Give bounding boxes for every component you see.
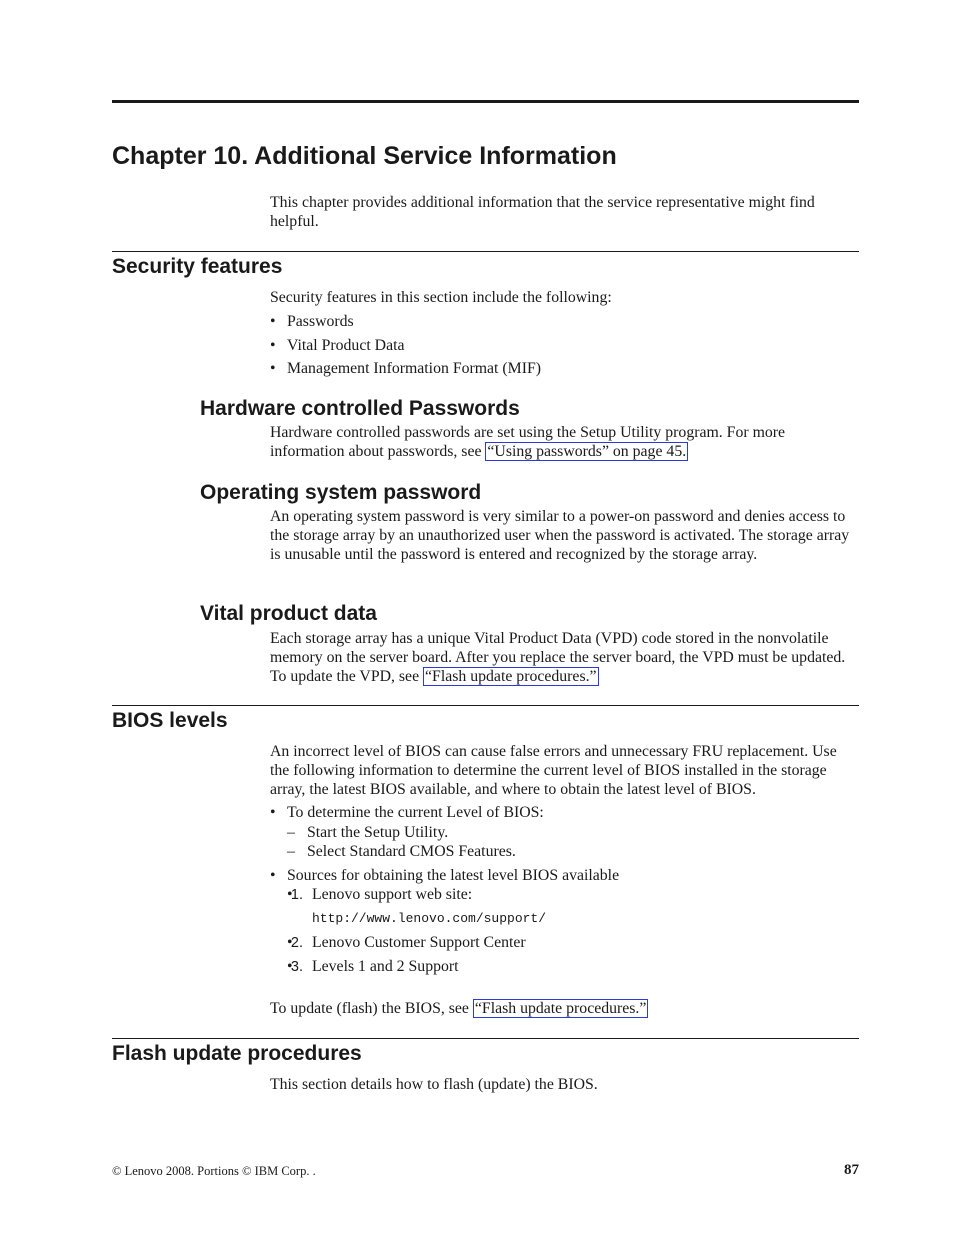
os-password-heading: Operating system password — [200, 481, 482, 504]
list-item — [287, 886, 855, 930]
section-divider — [112, 705, 859, 706]
security-list — [270, 313, 855, 379]
source-text: Levels 1 and 2 Support — [312, 957, 459, 975]
hw-passwords-text — [270, 424, 855, 462]
footer-copyright: © Lenovo 2008. Portions © IBM Corp. . — [112, 1164, 316, 1178]
list-item: – Select Standard CMOS Features. — [287, 843, 855, 862]
security-lead: Security features in this section include the following: — [270, 289, 612, 306]
hw-passwords-heading: Hardware controlled Passwords — [200, 397, 520, 420]
item-number: • 1. — [290, 886, 303, 903]
list-item — [287, 934, 855, 953]
item-number: • 2. — [290, 935, 303, 952]
vpd-heading: Vital product data — [200, 602, 377, 625]
list-item: • Management Information Format (MIF) — [270, 360, 855, 379]
support-url: http://www.lenovo.com/support/ — [312, 911, 547, 927]
os-password-text: An operating system password is very similar to a power-on password and denies access to the storage array by an unauthorized user when the password is activated. The storage array is unusable until the password is entered and recognized by the storage array. — [270, 508, 850, 563]
section-divider — [112, 251, 859, 252]
list-item: • Passwords — [270, 313, 855, 332]
determine-label: To determine the current Level of BIOS: — [287, 804, 544, 822]
flash-text: This section details how to flash (update) the BIOS. — [270, 1076, 598, 1093]
bios-update-body: To update (flash) the BIOS, see — [270, 1000, 473, 1017]
item-number: • 3. — [290, 958, 303, 975]
bios-list — [270, 804, 855, 976]
sources-label: Sources for obtaining the latest level BIOS available — [287, 866, 620, 884]
bios-update-text — [270, 1000, 855, 1019]
chapter-title: Chapter 10. Additional Service Information — [112, 142, 617, 170]
chapter-intro — [270, 194, 855, 232]
flash-heading: Flash update procedures — [112, 1042, 362, 1065]
list-item — [270, 867, 855, 977]
intro-text: This chapter provides additional information that the service representative might find helpful. — [270, 194, 815, 230]
page-number: 87 — [844, 1162, 859, 1178]
list-item — [270, 804, 855, 861]
security-heading: Security features — [112, 255, 283, 278]
list-item — [287, 958, 855, 977]
bios-section — [270, 743, 855, 982]
bios-update-note — [270, 1000, 855, 1019]
list-item: • Vital Product Data — [270, 337, 855, 356]
hw-passwords-body: Hardware controlled passwords are set using the Setup Utility program. For more information about passwords, see — [270, 424, 786, 460]
top-rule — [112, 100, 859, 103]
bios-text: An incorrect level of BIOS can cause false errors and unnecessary FRU replacement. Use the following information to determine the current level of BIOS installed in the storage array, the latest BIOS available, and where to obtain the latest level of BIOS. — [270, 743, 837, 798]
flash-update-link[interactable]: “Flash update procedures.” — [474, 1000, 647, 1017]
vpd-section — [270, 630, 855, 686]
hw-passwords-section — [270, 424, 855, 462]
list-item: – Start the Setup Utility. — [287, 824, 855, 843]
source-text: Lenovo support web site: — [312, 885, 473, 903]
bios-heading: BIOS levels — [112, 709, 228, 732]
using-passwords-link[interactable]: “Using passwords” on page 45. — [487, 442, 687, 460]
security-section — [270, 289, 855, 384]
source-text: Lenovo Customer Support Center — [312, 934, 526, 952]
section-divider — [112, 1038, 859, 1039]
flash-update-link[interactable]: “Flash update procedures.” — [425, 667, 597, 685]
vpd-body: Each storage array has a unique Vital Product Data (VPD) code stored in the nonvolatile memory on the server board. After you replace the server board, the VPD must be updated. To update the VPD, see — [270, 630, 846, 685]
sources-list — [287, 886, 855, 977]
vpd-text — [270, 630, 855, 686]
determine-steps — [287, 824, 855, 862]
flash-section — [270, 1076, 855, 1095]
os-password-section — [270, 508, 855, 564]
